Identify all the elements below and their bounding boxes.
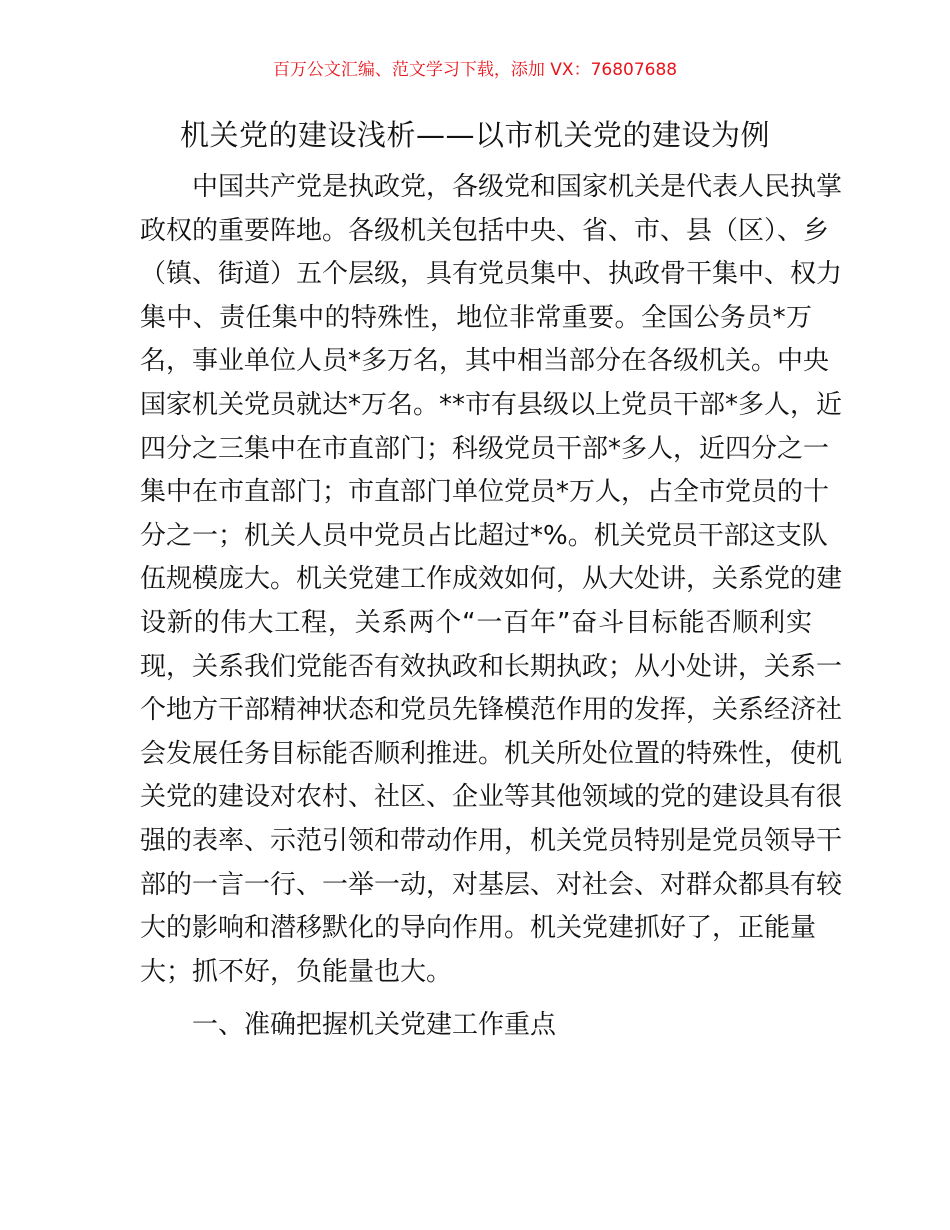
paragraph-line: 会发展任务目标能否顺利推进。机关所处位置的特殊性，使机	[140, 738, 843, 769]
paragraph-line: 大的影响和潜移默化的导向作用。机关党建抓好了，正能量	[140, 913, 817, 944]
paragraph-line: 国家机关党员就达*万名。**市有县级以上党员干部*多人，近	[140, 389, 843, 420]
paragraph-line: 政权的重要阵地。各级机关包括中央、省、市、县（区）、乡	[140, 215, 830, 246]
paragraph	[140, 166, 843, 994]
paragraph-line: 关党的建设对农村、社区、企业等其他领域的党的建设具有很	[140, 782, 843, 813]
paragraph-line: 集中、责任集中的特殊性，地位非常重要。全国公务员*万	[140, 302, 812, 333]
paragraph-line: 设新的伟大工程，关系两个“一百年”奋斗目标能否顺利实	[140, 607, 812, 638]
paragraph-line: 现，关系我们党能否有效执政和长期执政；从小处讲，关系一	[140, 651, 843, 682]
section-heading: 一、准确把握机关党建工作重点	[192, 1010, 557, 1040]
paragraph-line: 大；抓不好，负能量也大。	[140, 956, 453, 987]
paragraph-line: 个地方干部精神状态和党员先锋模范作用的发挥，关系经济社	[140, 695, 843, 726]
paragraph-line: 集中在市直部门；市直部门单位党员*万人，占全市党员的十	[140, 477, 830, 508]
paragraph-line: 中国共产党是执政党，各级党和国家机关是代表人民执掌	[192, 172, 843, 202]
paragraph-line: 强的表率、示范引领和带动作用，机关党员特别是党员领导干	[140, 825, 843, 856]
header-banner: 百万公文汇编、范文学习下载，添加 VX：76807688	[272, 60, 678, 80]
paragraph-line: 伍规模庞大。机关党建工作成效如何，从大处讲，关系党的建	[140, 564, 843, 595]
paragraph-line: 部的一言一行、一举一动，对基层、对社会、对群众都具有较	[140, 869, 843, 900]
paragraph-line: 分之一；机关人员中党员占比超过*%。机关党员干部这支队	[140, 520, 828, 551]
paragraph-line: 名，事业单位人员*多万名，其中相当部分在各级机关。中央	[140, 346, 830, 377]
document-title: 机关党的建设浅析——以市机关党的建设为例	[179, 118, 770, 152]
paragraph-line: （镇、街道）五个层级，具有党员集中、执政骨干集中、权力	[140, 259, 843, 290]
paragraph-line: 四分之三集中在市直部门；科级党员干部*多人，近四分之一	[140, 433, 830, 464]
